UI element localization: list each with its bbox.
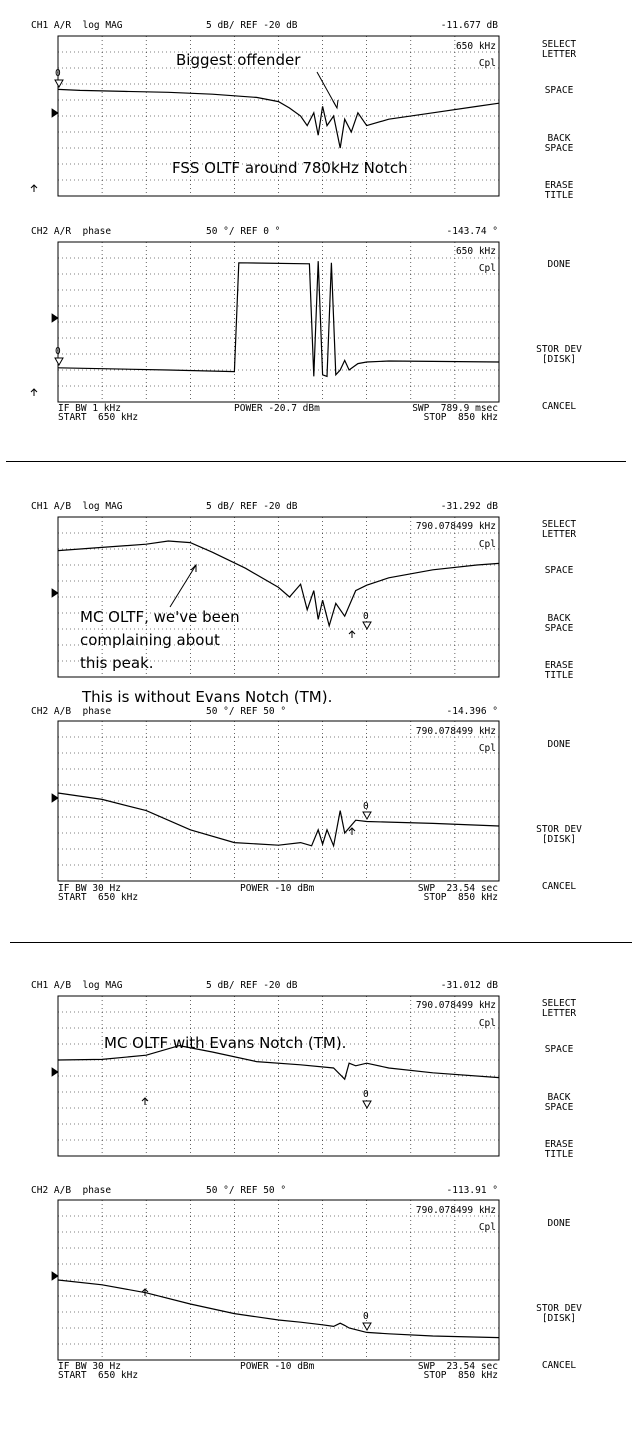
softkey-label: STOR DEV (536, 344, 582, 355)
ch1-header-left: CH1 A/B log MAG (31, 501, 123, 512)
softkey-label: SPACE (544, 85, 574, 96)
ch2-header-mid: 50 °/ REF 50 ° (206, 1185, 287, 1196)
annotation-pointer-line (170, 565, 196, 607)
ch2-header-right: -113.91 ° (446, 1185, 498, 1196)
ch1-header-right: -11.677 dB (440, 20, 498, 31)
softkey-label: TITLE (544, 1149, 574, 1160)
scale-arrow-icon (31, 185, 37, 192)
ch2-marker-label: 0 (363, 801, 369, 812)
ch1-marker-freq: 790.078499 kHz (415, 1000, 496, 1011)
softkey-label: BACK (547, 613, 571, 624)
footer-start: START 650 kHz (58, 892, 139, 903)
trace-line-4 (58, 1046, 499, 1080)
ch1-coupling: Cpl (478, 539, 496, 550)
ch2-marker-label: 0 (363, 1311, 369, 1322)
reference-pointer-icon (52, 1272, 58, 1280)
ch2-marker-freq: 790.078499 kHz (415, 726, 496, 737)
trace-line-0 (58, 89, 499, 148)
softkey-label: CANCEL (541, 401, 577, 412)
ch1-header-left: CH1 A/B log MAG (31, 980, 123, 991)
ch2-header-right: -143.74 ° (446, 226, 498, 237)
softkey-label: LETTER (541, 49, 577, 60)
footer-stop: STOP 850 kHz (423, 412, 498, 423)
softkey-label: SELECT (541, 519, 577, 530)
reference-pointer-icon (52, 314, 58, 322)
softkey-label: BACK (547, 133, 571, 144)
footer-ifbw: IF BW 30 Hz (58, 1361, 121, 1372)
ch1-coupling: Cpl (478, 1018, 496, 1029)
marker-triangle-icon (363, 622, 371, 629)
softkey-label: SPACE (544, 143, 574, 154)
annotation-fss-oltf: FSS OLTF around 780kHz Notch (172, 159, 408, 177)
ch2-header-left: CH2 A/B phase (31, 706, 112, 717)
softkey-label: DONE (547, 1218, 571, 1229)
footer-sweep: SWP 789.9 msec (412, 403, 498, 414)
marker-triangle-icon (55, 358, 63, 365)
ch1-marker-freq: 790.078499 kHz (415, 521, 496, 532)
footer-ifbw: IF BW 30 Hz (58, 883, 121, 894)
softkey-label: STOR DEV (536, 1303, 582, 1314)
footer-start: START 650 kHz (58, 412, 139, 423)
annotation-with-notch: MC OLTF with Evans Notch (TM). (104, 1034, 347, 1052)
footer-sweep: SWP 23.54 sec (417, 883, 498, 894)
reference-pointer-icon (52, 589, 58, 597)
annotation-mc-oltf-line3: this peak. (80, 654, 154, 672)
footer-stop: STOP 850 kHz (423, 1370, 498, 1381)
softkey-label: [DISK] (541, 1313, 577, 1324)
softkey-label: LETTER (541, 1008, 577, 1019)
footer-power: POWER -10 dBm (240, 883, 315, 894)
ch2-header-right: -14.396 ° (446, 706, 498, 717)
softkey-label: ERASE (544, 180, 574, 191)
annotation-without-notch: This is without Evans Notch (TM). (82, 688, 333, 706)
footer-ifbw: IF BW 1 kHz (58, 403, 121, 414)
footer-sweep: SWP 23.54 sec (417, 1361, 498, 1372)
softkey-label: SELECT (541, 39, 577, 50)
marker-triangle-icon (363, 1101, 371, 1108)
softkey-label: ERASE (544, 660, 574, 671)
ch1-header-right: -31.012 dB (440, 980, 498, 991)
ch1-ref-marker-label: 0 (55, 68, 61, 79)
softkey-label: SPACE (544, 623, 574, 634)
softkey-label: CANCEL (541, 881, 577, 892)
ch2-header-mid: 50 °/ REF 50 ° (206, 706, 287, 717)
ch2-coupling: Cpl (478, 263, 496, 274)
ch2-coupling: Cpl (478, 1222, 496, 1233)
reference-pointer-icon (52, 109, 58, 117)
softkey-label: SPACE (544, 1044, 574, 1055)
softkey-label: LETTER (541, 529, 577, 540)
softkey-label: SPACE (544, 565, 574, 576)
softkey-label: CANCEL (541, 1360, 577, 1371)
softkey-label: [DISK] (541, 834, 577, 845)
marker-triangle-icon (55, 80, 63, 87)
ch1-coupling: Cpl (478, 58, 496, 69)
annotation-biggest-offender: Biggest offender (176, 51, 301, 69)
ch2-marker-freq: 790.078499 kHz (415, 1205, 496, 1216)
ch2-marker-freq: 650 kHz (455, 246, 496, 257)
annotation-mc-oltf-line2: complaining about (80, 631, 220, 649)
ch2-header-mid: 50 °/ REF 0 ° (206, 226, 281, 237)
softkey-label: [DISK] (541, 354, 577, 365)
ch2-header-left: CH2 A/R phase (31, 226, 112, 237)
softkey-label: SELECT (541, 998, 577, 1009)
softkey-label: TITLE (544, 670, 574, 681)
ch1-marker-freq: 650 kHz (455, 41, 496, 52)
ch1-header-left: CH1 A/R log MAG (31, 20, 123, 31)
footer-start: START 650 kHz (58, 1370, 139, 1381)
ch1-header-right: -31.292 dB (440, 501, 498, 512)
ch2-ref-marker-label: 0 (55, 346, 61, 357)
softkey-label: SPACE (544, 1102, 574, 1113)
footer-power: POWER -10 dBm (240, 1361, 315, 1372)
footer-stop: STOP 850 kHz (423, 892, 498, 903)
ch2-coupling: Cpl (478, 743, 496, 754)
softkey-label: DONE (547, 259, 571, 270)
softkey-label: TITLE (544, 190, 574, 201)
ch1-marker-label: 0 (363, 611, 369, 622)
marker-arrow-icon (142, 1098, 148, 1105)
scale-arrow-icon (31, 389, 37, 396)
marker-arrow-icon (349, 631, 355, 638)
softkey-label: BACK (547, 1092, 571, 1103)
reference-pointer-icon (52, 1068, 58, 1076)
annotation-mc-oltf-line1: MC OLTF, we've been (80, 608, 240, 626)
softkey-label: DONE (547, 739, 571, 750)
ch1-header-mid: 5 dB/ REF -20 dB (206, 980, 298, 991)
marker-arrow-icon (349, 828, 355, 835)
ch2-header-left: CH2 A/B phase (31, 1185, 112, 1196)
reference-pointer-icon (52, 794, 58, 802)
marker-triangle-icon (363, 1323, 371, 1330)
ch1-header-mid: 5 dB/ REF -20 dB (206, 501, 298, 512)
marker-triangle-icon (363, 812, 371, 819)
ch1-marker-label: 0 (363, 1089, 369, 1100)
ch1-header-mid: 5 dB/ REF -20 dB (206, 20, 298, 31)
footer-power: POWER -20.7 dBm (234, 403, 320, 414)
softkey-label: ERASE (544, 1139, 574, 1150)
softkey-label: STOR DEV (536, 824, 582, 835)
